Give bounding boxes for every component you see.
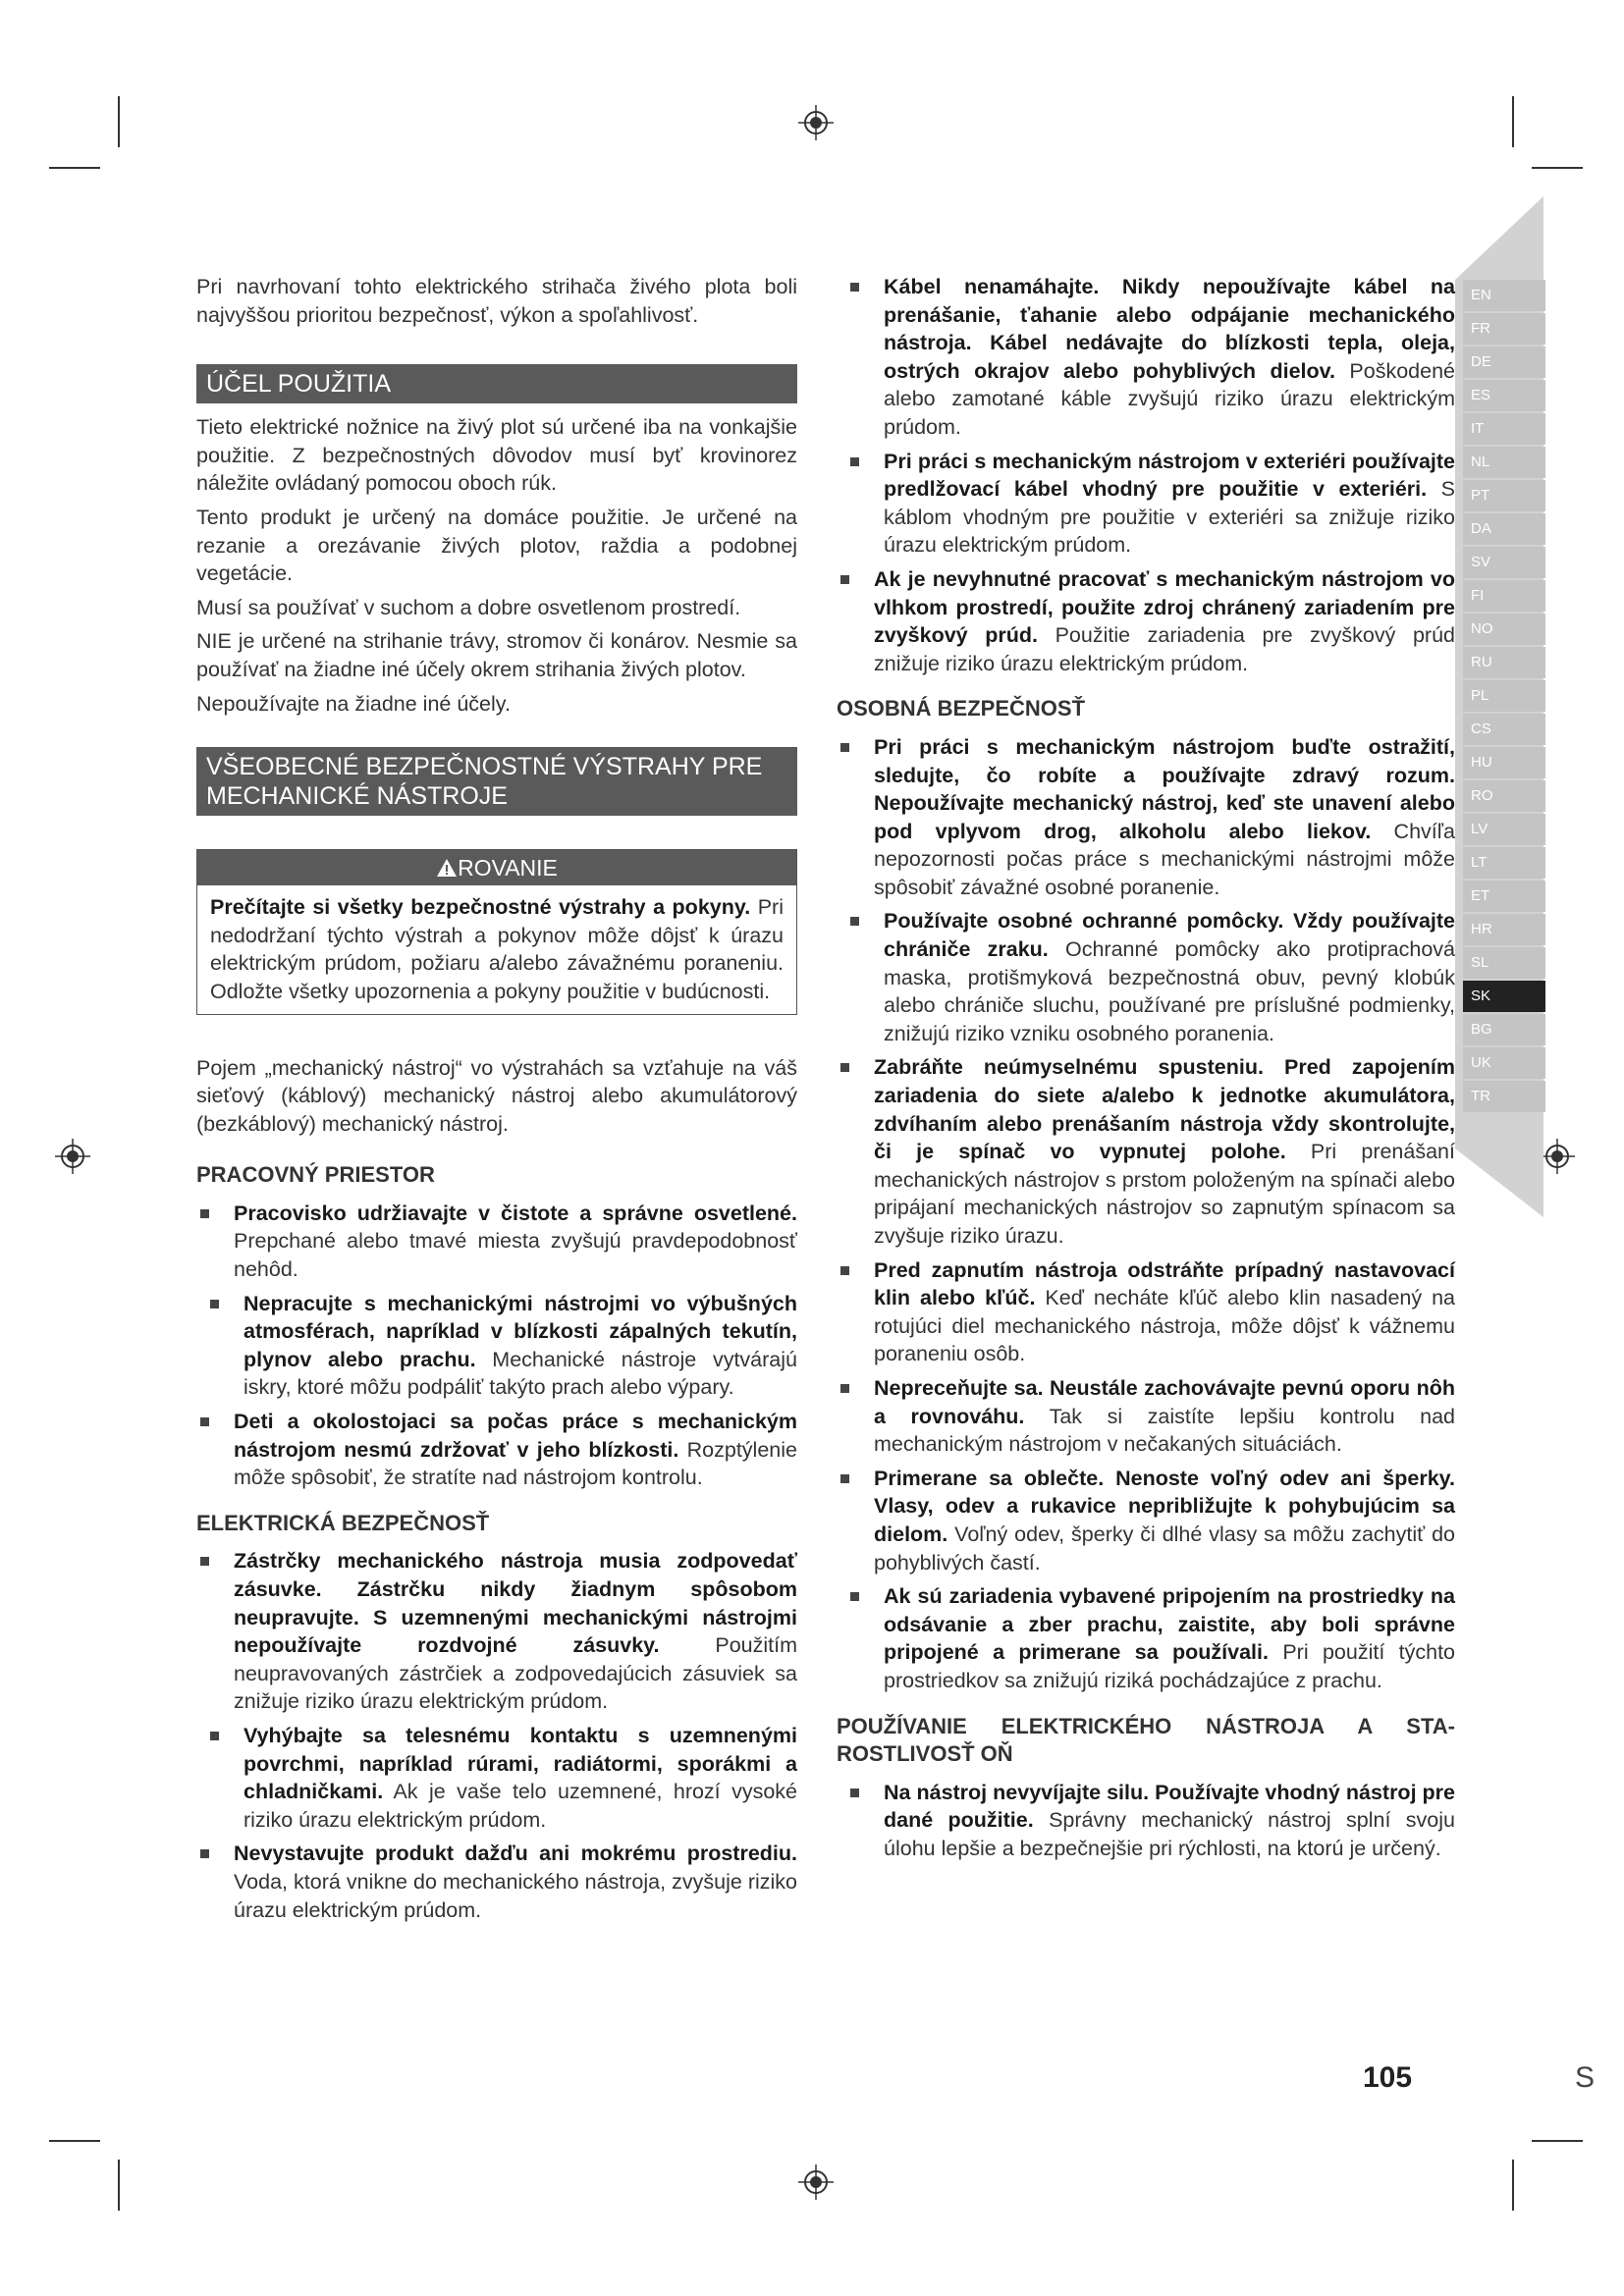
list-item: Kábel nenamáhajte. Nikdy nepoužívajte kábel na prenášanie, ťahanie alebo odpájanie mechanického nástroja. Kábel nedávajte do blízkosti tepla, oleja, ostrých okrajov alebo pohyblivých dielov. Poškodené alebo zamotané káble zvyšujú riziko úrazu elektrickým prúdom. (837, 273, 1455, 442)
list-item: Nevystavujte produkt dažďu ani mokrému prostrediu. Voda, ktorá vnikne do mechanického nástroja, zvyšuje riziko úrazu elektrickým prúdom. (196, 1840, 797, 1924)
registration-mark-icon (798, 2164, 834, 2200)
crop-mark (118, 96, 120, 147)
list-item: Zástrčky mechanického nástroja musia zodpovedať zásuvke. Zástrčku nikdy žiadnym spôsobom neupravujte. S uzemnenými mechanickými nástrojmi nepoužívajte rozdvojné zásuvky. Použitím neupravovaných zástrčiek a zodpovedajúcich zásuviek sa znižuje riziko úrazu elektrickým prúdom. (196, 1547, 797, 1716)
crop-mark (1512, 96, 1514, 147)
registration-mark-icon (55, 1139, 90, 1174)
list-item: Pred zapnutím nástroja odstráňte prípadný nastavovací klin alebo kľúč. Keď necháte kľúč alebo klin nasadený na rotujúci diel mechanického nástroja, môže dôjsť k vážnemu poraneniu osôb. (837, 1256, 1455, 1368)
list-item: Na nástroj nevyvíjajte silu. Používajte vhodný nástroj pre dané použitie. Správny mechanický nástroj splní svoju úlohu lepšie a bezpečnejšie pri rýchlosti, na ktorú je určený. (837, 1779, 1455, 1863)
ucel-paragraph: Musí sa používať v suchom a dobre osvetlenom prostredí. (196, 595, 741, 619)
language-tab-sl[interactable]: SL (1463, 947, 1545, 979)
language-tab-uk[interactable]: UK (1463, 1047, 1545, 1079)
language-tab-et[interactable]: ET (1463, 881, 1545, 912)
language-tab-sk[interactable]: SK (1463, 981, 1545, 1012)
list-item: Používajte osobné ochranné pomôcky. Vždy používajte chrániče zraku. Ochranné pomôcky ako protiprachová maska, protišmyková bezpečnostná obuv, pevný klobúk alebo chrániče sluchu, používané pre príslušné podmienky, znižujú riziko vzniku osobného poranenia. (837, 907, 1455, 1047)
intro-text: Pri navrhovaní tohto elektrického strihača živého plota boli najvyššou prioritou bezpečnosť, výkon a spoľahlivosť. (196, 275, 797, 327)
warning-box (196, 849, 797, 1014)
crop-mark (1512, 2160, 1514, 2211)
language-tab-bg[interactable]: BG (1463, 1014, 1545, 1045)
language-tab-pl[interactable]: PL (1463, 680, 1545, 712)
ucel-paragraph: Tento produkt je určený na domáce použitie. Je určené na rezanie a orezávanie živých plotov, raždia a podobnej vegetácie. (196, 505, 797, 586)
right-column (837, 273, 1455, 1868)
language-tab-ro[interactable]: RO (1463, 780, 1545, 812)
list-item: Zabráňte neúmyselnému spusteniu. Pred zapojením zariadenia do siete a/alebo k jednotke akumulátora, zdvíhaním alebo prenášaním nástroja vždy skontrolujte, či je spínač vo vypnutej polohe. Pri prenášaní mechanických nástrojov s prstom položeným na spínači alebo pripájaní mechanických nástrojov so zapnutým spínacom sa zvyšuje riziko úrazu. (837, 1053, 1455, 1250)
list-item: Ak sú zariadenia vybavené pripojením na prostriedky na odsávanie a zber prachu, zaistite, aby boli správne pripojené a primerane sa používali. Pri použití týchto prostriedkov sa znižujú riziká pochádzajúce z prachu. (837, 1582, 1455, 1694)
page-number: 105 (1363, 2061, 1413, 2094)
language-tab-fi[interactable]: FI (1463, 580, 1545, 612)
list-item: Pri práci s mechanickým nástrojom v exteriéri používajte predlžovací kábel vhodný pre použitie v exteriéri. S káblom vhodným pre použitie v exteriéri sa znižuje riziko úrazu elektrickým prúdom. (837, 448, 1455, 560)
warning-text: Pri nedodržaní týchto výstrah a pokynov môže dôjsť k úrazu elektrickým prúdom, požiaru a/alebo závažnému poraneniu. Odložte všetky upozornenia a pokyny použitie v budúcnosti. (210, 895, 784, 1003)
crop-mark (1532, 167, 1583, 169)
language-tab-cs[interactable]: CS (1463, 714, 1545, 745)
ucel-paragraph: NIE je určené na strihanie trávy, stromov či konárov. Nesmie sa používať na žiadne iné účely okrem strihania živých plotov. (196, 629, 797, 681)
warning-triangle-icon (436, 858, 458, 878)
section-heading-ucel: ÚČEL POUŽITIA (196, 364, 797, 403)
list-item: Deti a okolostojaci sa počas práce s mechanickým nástrojom nesmú zdržovať v jeho blízkosti. Rozptýlenie môže spôsobiť, že stratíte nad nástrojom kontrolu. (196, 1408, 797, 1492)
section-heading-elektricka: ELEKTRICKÁ BEZPEČNOSŤ (196, 1510, 490, 1535)
language-tab-tr[interactable]: TR (1463, 1081, 1545, 1112)
list-item: Vyhýbajte sa telesnému kontaktu s uzemnenými povrchmi, napríklad rúrami, radiátormi, sporákmi a chladničkami. Ak je vaše telo uzemnené, hrozí vysoké riziko úrazu elektrickým prúdom. (196, 1722, 797, 1834)
ucel-paragraph: Nepoužívajte na žiadne iné účely. (196, 691, 511, 716)
language-tab-es[interactable]: ES (1463, 380, 1545, 411)
language-tab-en[interactable]: EN (1463, 280, 1545, 311)
section-heading-vseobecne: VŠEOBECNÉ BEZPEČNOSTNÉ VÝSTRAHY PRE MECHANICKÉ NÁSTROJE (196, 747, 797, 816)
language-tab-lt[interactable]: LT (1463, 847, 1545, 879)
crop-mark (49, 167, 100, 169)
language-tab-hu[interactable]: HU (1463, 747, 1545, 778)
list-item: Primerane sa oblečte. Nenoste voľný odev ani šperky. Vlasy, odev a rukavice nepribližujte k pohybujúcim sa dielom. Voľný odev, šperky či dlhé vlasy sa môžu zachytiť do pohyblivých častí. (837, 1465, 1455, 1576)
language-tab-de[interactable]: DE (1463, 347, 1545, 378)
crop-mark (1532, 2140, 1583, 2142)
section-heading-pracovny: PRACOVNÝ PRIESTOR (196, 1162, 435, 1188)
section-heading-pouzivanie: POUŽÍVANIE ELEKTRICKÉHO NÁSTROJA A STAROSTLIVOSŤ OŇ (837, 1713, 1455, 1767)
warning-title: ROVANIE (458, 855, 558, 881)
registration-mark-icon (798, 105, 834, 140)
warning-body (197, 885, 796, 1013)
list-item: Pri práci s mechanickým nástrojom buďte ostražití, sledujte, čo robíte a používajte zdravý rozum. Nepoužívajte mechanický nástroj, keď ste unavení alebo pod vplyvom drog, alkoholu alebo liekov. Chvíľa nepozornosti počas práce s mechanickými nástrojmi môže spôsobiť závažné osobné poranenie. (837, 733, 1455, 902)
language-tab-pt[interactable]: PT (1463, 480, 1545, 511)
language-tabs (1463, 280, 1545, 1114)
crop-mark (118, 2160, 120, 2211)
list-item: Ak je nevyhnutné pracovať s mechanickým nástrojom vo vlhkom prostredí, použite zdroj chránený zariadením pre zvyškový prúd. Použitie zariadenia pre zvyškový prúd znižuje riziko úrazu elektrickým prúdom. (837, 565, 1455, 677)
warning-bold: Prečítajte si všetky bezpečnostné výstrahy a pokyny. (210, 895, 751, 920)
section-heading-osobna: OSOBNÁ BEZPEČNOSŤ (837, 696, 1086, 721)
crop-mark (49, 2140, 100, 2142)
language-tab-da[interactable]: DA (1463, 513, 1545, 545)
warning-header (197, 850, 796, 885)
edge-character: S (1575, 2061, 1596, 2094)
list-item: Nepracujte s mechanickými nástrojmi vo výbušných atmosférach, napríklad v blízkosti zápalných tekutín, plynov alebo prachu. Mechanické nástroje vytvárajú iskry, ktoré môžu podpáliť takýto prach alebo výpary. (196, 1290, 797, 1402)
pojem-text: Pojem „mechanický nástroj“ vo výstrahách sa vzťahuje na váš sieťový (káblový) mechanický nástroj alebo akumulátorový (bezkáblový) mechanický nástroj. (196, 1055, 797, 1136)
left-column (196, 273, 797, 1930)
language-tab-it[interactable]: IT (1463, 413, 1545, 445)
language-tab-nl[interactable]: NL (1463, 447, 1545, 478)
list-item: Pracovisko udržiavajte v čistote a správne osvetlené. Prepchané alebo tmavé miesta zvyšujú pravdepodobnosť nehôd. (196, 1200, 797, 1284)
language-tab-no[interactable]: NO (1463, 614, 1545, 645)
language-tab-lv[interactable]: LV (1463, 814, 1545, 845)
registration-mark-icon (1540, 1139, 1575, 1174)
ucel-paragraph: Tieto elektrické nožnice na živý plot sú určené iba na vonkajšie použitie. Z bezpečnostných dôvodov musí byť krovinorez náležite ovládaný pomocou oboch rúk. (196, 415, 797, 496)
language-tab-sv[interactable]: SV (1463, 547, 1545, 578)
language-tab-fr[interactable]: FR (1463, 313, 1545, 345)
language-tab-hr[interactable]: HR (1463, 914, 1545, 945)
list-item: Nepreceňujte sa. Neustále zachovávajte pevnú oporu nôh a rovnováhu. Tak si zaistíte lepšiu kontrolu nad mechanickým nástrojom v nečakaných situáciách. (837, 1374, 1455, 1459)
language-tab-ru[interactable]: RU (1463, 647, 1545, 678)
